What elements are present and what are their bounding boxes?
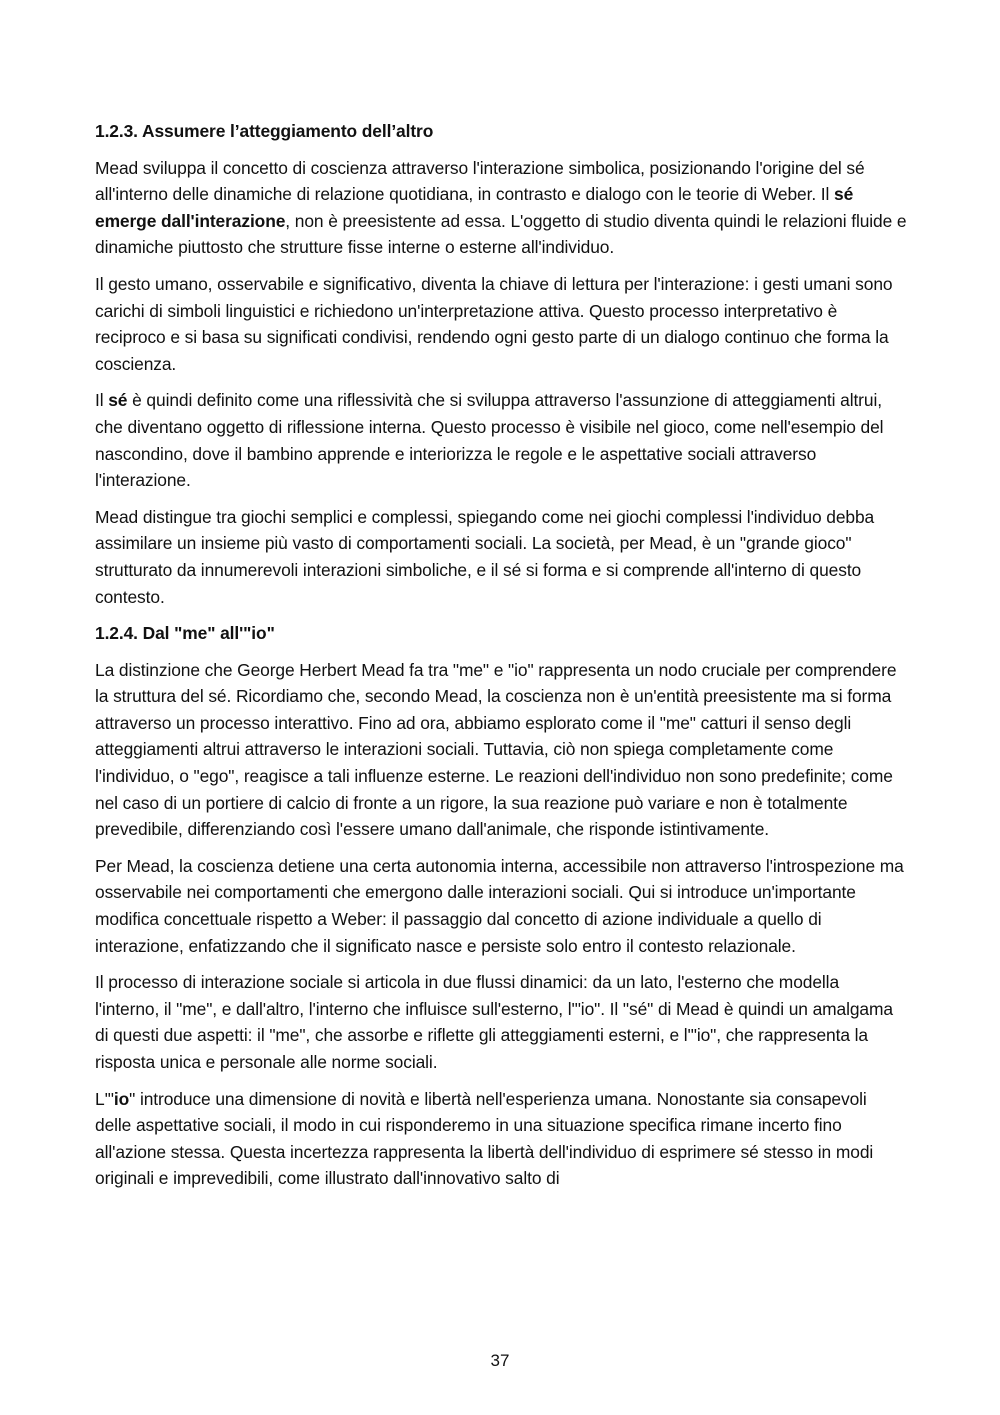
paragraph: La distinzione che George Herbert Mead fa tra "me" e "io" rappresenta un nodo cruciale per comprendere la struttura del sé. Ricordiamo che, secondo Mead, la coscienza non è un'entità preesistente ma si forma attraverso un processo interattivo. Fino ad ora, abbiamo esplorato come il "me" catturi il senso degli atteggiamenti altrui attraverso le interazioni sociali. Tuttavia, ciò non spiega completamente come l'individuo, o "ego", reagisce a tali influenze esterne. Le reazioni dell'individuo non sono predefinite; come nel caso di un portiere di calcio di fronte a un rigore, la sua reazione può variare e non è totalmente prevedibile, differenziando così l'essere umano dall'animale, che risponde istintivamente.	[95, 659, 897, 840]
paragraph: Il processo di interazione sociale si articola in due flussi dinamici: da un lato, l'esterno che modella l'interno, il "me", e dall'altro, l'interno che influisce sull'esterno, l'"io". Il "sé" di Mead è quindi un amalgama di questi due aspetti: il "me", che assorbe e riflette gli atteggiamenti esterni, e l'"io", che rappresenta la risposta unica e personale alle norme sociali.	[95, 972, 893, 1072]
paragraph: Mead distingue tra giochi semplici e complessi, spiegando come nei giochi complessi l'individuo debba assimilare un insieme più vasto di comportamenti sociali. La società, per Mead, è un "grande gioco" strutturato da innumerevoli interazioni simboliche, e il sé si forma e si comprende all'interno di questo contesto.	[95, 506, 875, 607]
text-run: Mead sviluppa il concetto di coscienza attraverso l'interazione simbolica, posizionando l'origine del sé all'interno delle dinamiche di relazione quotidiana, in contrasto e dialogo con le teorie di Weber. Il	[95, 157, 865, 205]
text-run: " introduce una dimensione di novità e libertà nell'esperienza umana. Nonostante sia consapevoli delle aspettative sociali, il modo in cui risponderemo in una situazione specifica rimane incerto fino all'azione stessa. Questa incertezza rappresenta la libertà dell'individuo di esprimere sé stesso in modi originali e imprevedibili, come illustrato dall'innovativo salto di	[95, 1088, 874, 1189]
paragraph	[95, 155, 907, 261]
text-run: L'"	[95, 1088, 114, 1109]
paragraph	[95, 387, 907, 493]
section-heading-1-2-3: 1.2.3. Assumere l’atteggiamento dell’altro	[95, 121, 434, 141]
bold-text: sé	[108, 390, 128, 411]
text-run: Il	[95, 390, 109, 411]
bold-text: io	[113, 1088, 130, 1109]
text-run: è quindi definito come una riflessività che si sviluppa attraverso l'assunzione di atteggiamenti altrui, che diventano oggetto di riflessione interna. Questo processo è visibile nel gioco, come nell'esempio del nascondino, dove il bambino apprende e interiorizza le regole e le aspettative sociali attraverso l'interazione.	[95, 390, 884, 491]
text-run: , non è preesistente ad essa. L'oggetto di studio diventa quindi le relazioni fluide e dinamiche piuttosto che strutture fisse interne o esterne all'individuo.	[95, 210, 907, 258]
paragraph: Per Mead, la coscienza detiene una certa autonomia interna, accessibile non attraverso l'introspezione ma osservabile nei comportamenti che emergono dalle interazioni sociali. Qui si introduce un'importante modifica concettuale rispetto a Weber: il passaggio dal concetto di azione individuale a quello di interazione, enfatizzando che il significato nasce e persiste solo entro il contesto relazionale.	[95, 855, 904, 956]
bold-text: sé emerge dall'interazione	[95, 184, 854, 231]
paragraph: Il gesto umano, osservabile e significativo, diventa la chiave di lettura per l'interazione: i gesti umani sono carichi di simboli linguistici e richiedono un'interpretazione attiva. Questo processo interpretativo è reciproco e si basa su significati condivisi, rendendo ogni gesto parte di un dialogo continuo che forma la coscienza.	[95, 273, 893, 374]
section-heading-1-2-4: 1.2.4. Dal "me" all'"io"	[95, 623, 275, 644]
page-body	[95, 118, 907, 1202]
page-number: 37	[490, 1351, 510, 1370]
paragraph	[95, 1086, 907, 1192]
